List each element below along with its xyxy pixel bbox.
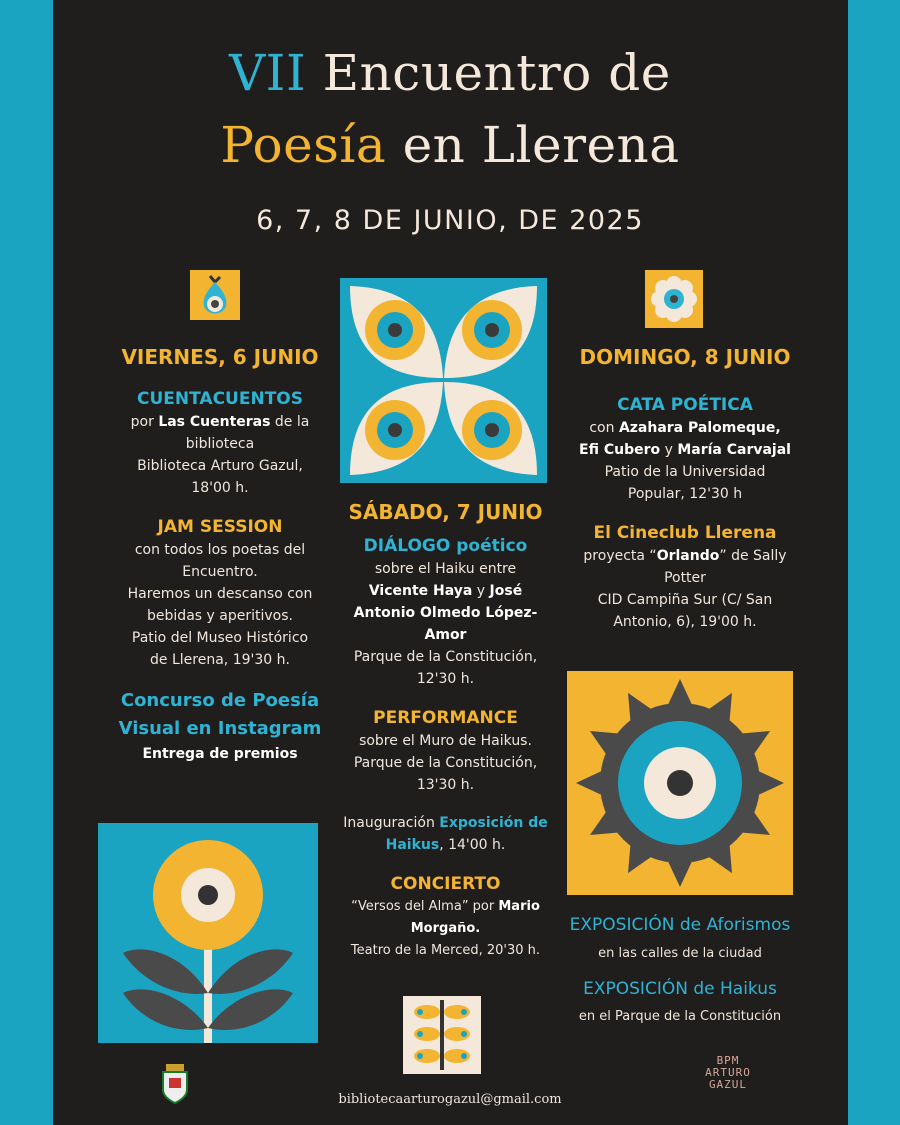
event-desc: sobre el Haiku entre bbox=[374, 561, 517, 577]
butterfly-tile bbox=[340, 278, 547, 483]
event-people: Vicente Haya y José Antonio Olmedo López-Amor bbox=[353, 583, 538, 643]
sunflower-tile bbox=[98, 823, 318, 1043]
exhibitions bbox=[555, 912, 805, 1032]
gear-tile bbox=[567, 671, 793, 895]
event-title: Concurso de Poesía Visual en Instagram bbox=[118, 690, 322, 739]
event-title: PERFORMANCE bbox=[373, 708, 518, 728]
event-title: CUENTACUENTOS bbox=[137, 389, 303, 409]
day-heading: SÁBADO, 7 JUNIO bbox=[348, 500, 543, 524]
title-roman: VII bbox=[229, 44, 307, 102]
event-title: CATA POÉTICA bbox=[617, 395, 753, 415]
event-place: CID Campiña Sur (C/ San Antonio, 6), 19'00 h. bbox=[597, 592, 773, 630]
event-title: CONCIERTO bbox=[390, 874, 501, 894]
exhibition-desc: en el Parque de la Constitución bbox=[578, 1009, 782, 1024]
sunday-column bbox=[560, 343, 810, 633]
exhibition-desc: en las calles de la ciudad bbox=[598, 946, 762, 961]
exhibition-title: EXPOSICIÓN de Haikus bbox=[583, 979, 777, 999]
event-desc: por Las Cuenteras de la biblioteca bbox=[130, 414, 310, 452]
event-title: DIÁLOGO poético bbox=[363, 536, 528, 556]
event-place: Patio del Museo Histórico de Llerena, 19'30 h. bbox=[131, 630, 309, 668]
saturday-column bbox=[338, 498, 553, 962]
event-desc: “Versos del Alma” por Mario Morgaño. bbox=[351, 899, 540, 936]
leaves-tile bbox=[403, 996, 481, 1074]
title-text: Encuentro de bbox=[322, 44, 671, 102]
event-desc: proyecta “Orlando” de Sally Potter bbox=[583, 548, 787, 586]
event-place: Teatro de la Merced, 20'30 h. bbox=[350, 943, 541, 958]
event-desc: Haremos un descanso con bebidas y aperitivos. bbox=[127, 586, 313, 624]
event-desc: Entrega de premios bbox=[142, 746, 298, 762]
flower-icon bbox=[645, 270, 703, 328]
event-desc: sobre el Muro de Haikus. bbox=[359, 733, 532, 749]
event-place: Biblioteca Arturo Gazul, bbox=[137, 458, 303, 474]
friday-column bbox=[95, 343, 345, 765]
event-title: JAM SESSION bbox=[157, 517, 283, 537]
event-time: 18'00 h. bbox=[191, 480, 249, 496]
pear-icon bbox=[190, 270, 240, 320]
title-line-1 bbox=[0, 44, 900, 102]
title-poesia: Poesía bbox=[220, 116, 387, 174]
day-heading: VIERNES, 6 JUNIO bbox=[121, 345, 319, 369]
event-desc: Inauguración Exposición de Haikus, 14'00 h. bbox=[343, 815, 548, 853]
title-line-2 bbox=[0, 116, 900, 174]
event-place: Parque de la Constitución, bbox=[353, 755, 538, 771]
event-place: Parque de la Constitución, bbox=[353, 649, 538, 665]
event-place: Patio de la Universidad Popular, 12'30 h bbox=[604, 464, 766, 502]
event-time: 12'30 h. bbox=[416, 671, 475, 687]
event-title: El Cineclub Llerena bbox=[593, 523, 777, 543]
title-place: en Llerena bbox=[402, 116, 680, 174]
event-desc: con todos los poetas del Encuentro. bbox=[134, 542, 306, 580]
contact-email[interactable]: bibliotecaarturogazul@gmail.com bbox=[338, 1092, 562, 1107]
day-heading: DOMINGO, 8 JUNIO bbox=[579, 345, 791, 369]
exhibition-title: EXPOSICIÓN de Aforismos bbox=[569, 915, 791, 935]
event-people: con Azahara Palomeque, Efi Cubero y María Carvajal bbox=[579, 420, 791, 458]
event-time: 13'30 h. bbox=[416, 777, 475, 793]
library-logo: BPM ARTURO GAZUL bbox=[705, 1054, 751, 1091]
event-dates: 6, 7, 8 DE JUNIO, DE 2025 bbox=[256, 205, 644, 236]
